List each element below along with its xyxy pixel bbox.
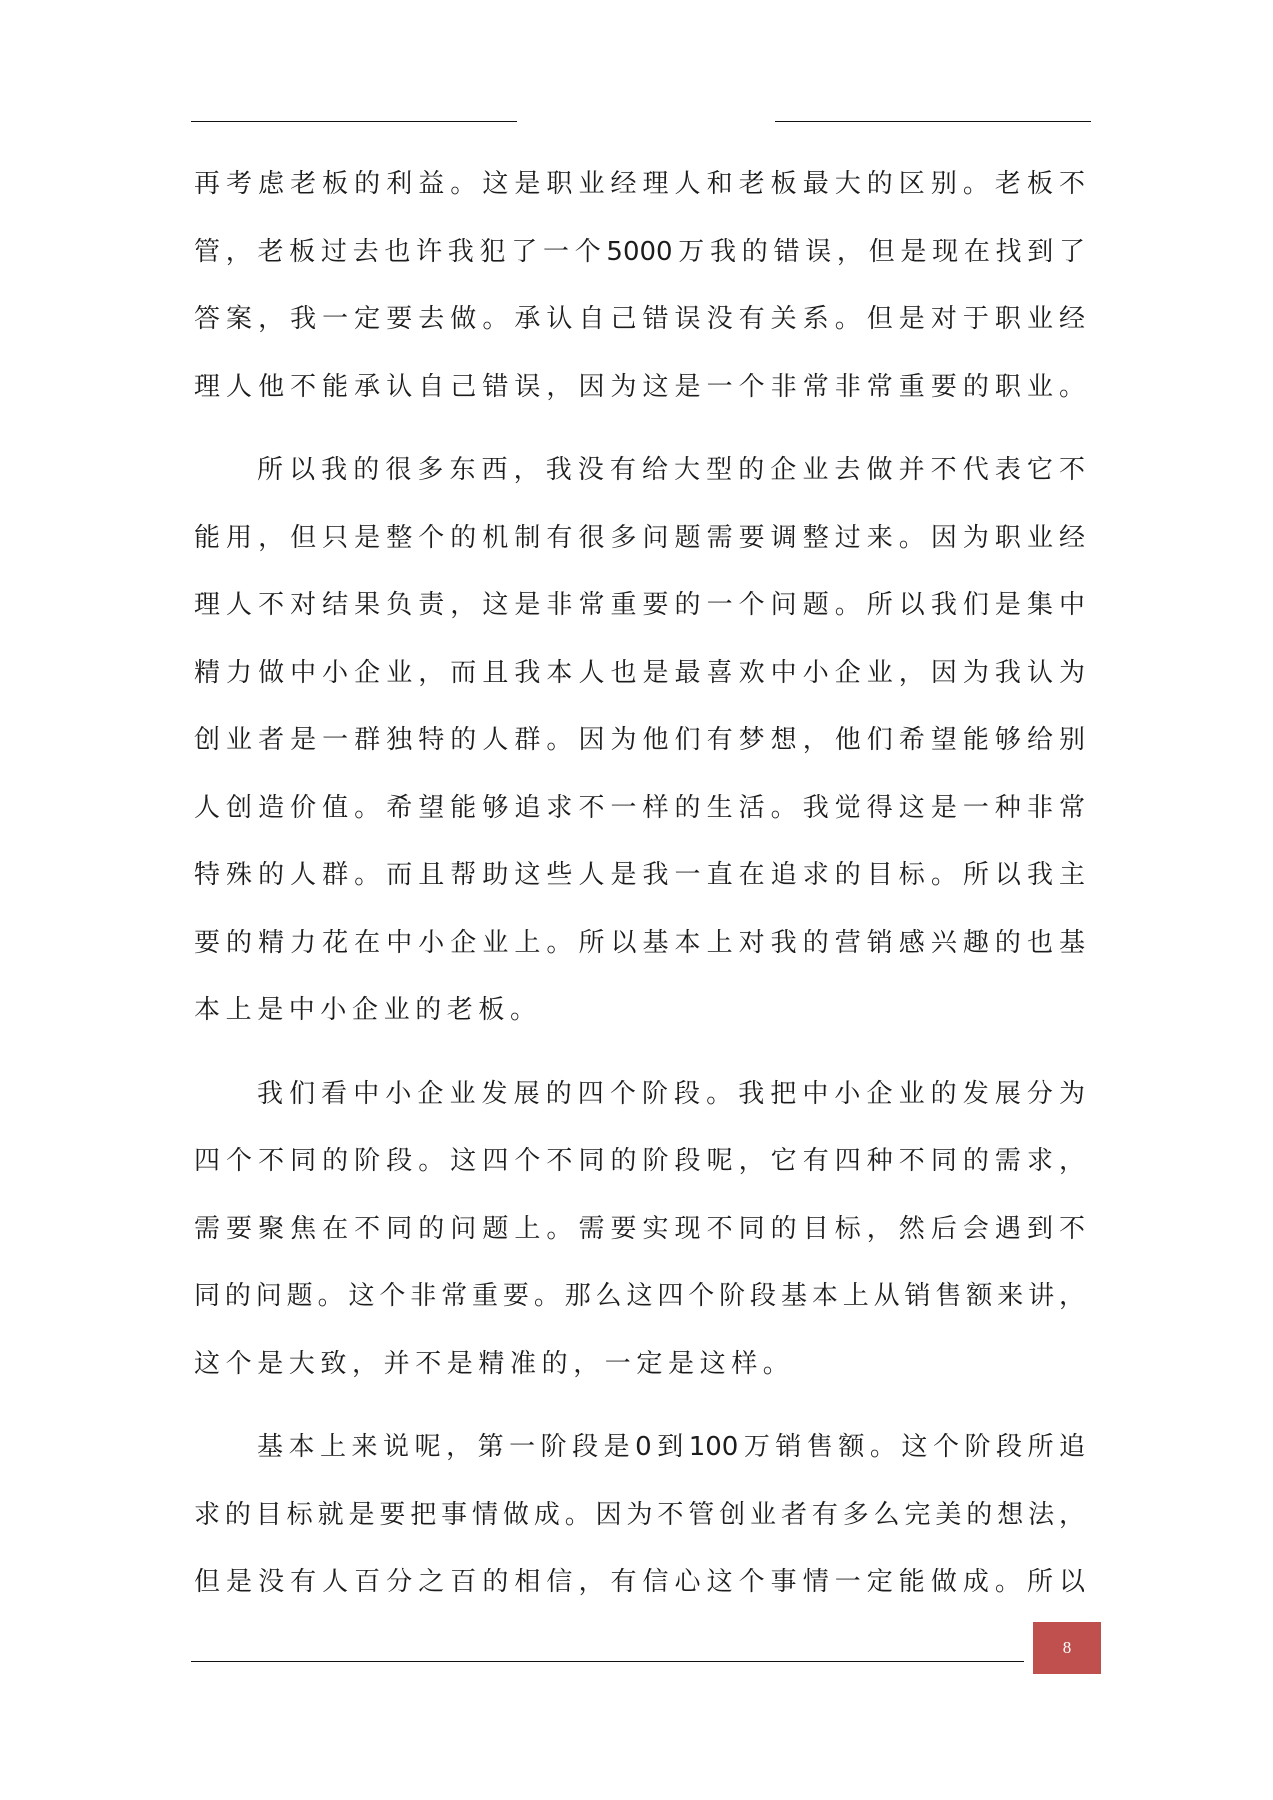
text-line: 这个是大致，并不是精准的，一定是这样。 [194,1348,795,1379]
text-line: 理人不对结果负责，这是非常重要的一个问题。所以我们是集中 [194,590,1085,620]
paragraph [194,1414,1085,1617]
text-line: 理人他不能承认自己错误，因为这是一个非常非常重要的职业。 [194,371,1085,402]
paragraph [194,437,1085,1045]
text-line: 四个不同的阶段。这四个不同的阶段呢，它有四种不同的需求， [194,1146,1085,1176]
text-line: 基本上来说呢，第一阶段是0到100万销售额。这个阶段所追 [257,1432,1085,1462]
page-number: 8 [1062,1638,1072,1657]
text-line: 精力做中小企业，而且我本人也是最喜欢中小企业，因为我认为 [194,657,1085,688]
text-line: 人创造价值。希望能够追求不一样的生活。我觉得这是一种非常 [194,792,1085,823]
text-line: 要的精力花在中小企业上。所以基本上对我的营销感兴趣的也基 [194,927,1085,958]
text-line: 管，老板过去也许我犯了一个5000万我的错误，但是现在找到了 [194,236,1085,267]
text-line: 所以我的很多东西，我没有给大型的企业去做并不代表它不 [257,455,1085,485]
text-line: 求的目标就是要把事情做成。因为不管创业者有多么完美的想法， [194,1499,1085,1530]
text-line: 特殊的人群。而且帮助这些人是我一直在追求的目标。所以我主 [194,860,1085,890]
header-rule-left [191,121,517,122]
document-body [194,151,1085,1633]
text-line: 能用，但只是整个的机制有很多问题需要调整过来。因为职业经 [194,522,1085,553]
text-line: 需要聚焦在不同的问题上。需要实现不同的目标，然后会遇到不 [194,1213,1085,1244]
paragraph [194,1061,1085,1399]
text-line: 我们看中小企业发展的四个阶段。我把中小企业的发展分为 [257,1078,1085,1109]
page-number-badge [1033,1622,1101,1674]
text-line: 同的问题。这个非常重要。那么这四个阶段基本上从销售额来讲， [194,1281,1085,1311]
text-line: 本上是中小企业的老板。 [194,995,542,1025]
text-line: 答案，我一定要去做。承认自己错误没有关系。但是对于职业经 [194,304,1085,334]
text-line: 再考虑老板的利益。这是职业经理人和老板最大的区别。老板不 [194,169,1085,199]
text-line: 创业者是一群独特的人群。因为他们有梦想，他们希望能够给别 [194,725,1085,755]
paragraph [194,151,1085,421]
text-line: 但是没有人百分之百的相信，有信心这个事情一定能做成。所以 [194,1567,1085,1597]
header-rule-right [775,121,1091,122]
footer-rule [191,1661,1024,1662]
